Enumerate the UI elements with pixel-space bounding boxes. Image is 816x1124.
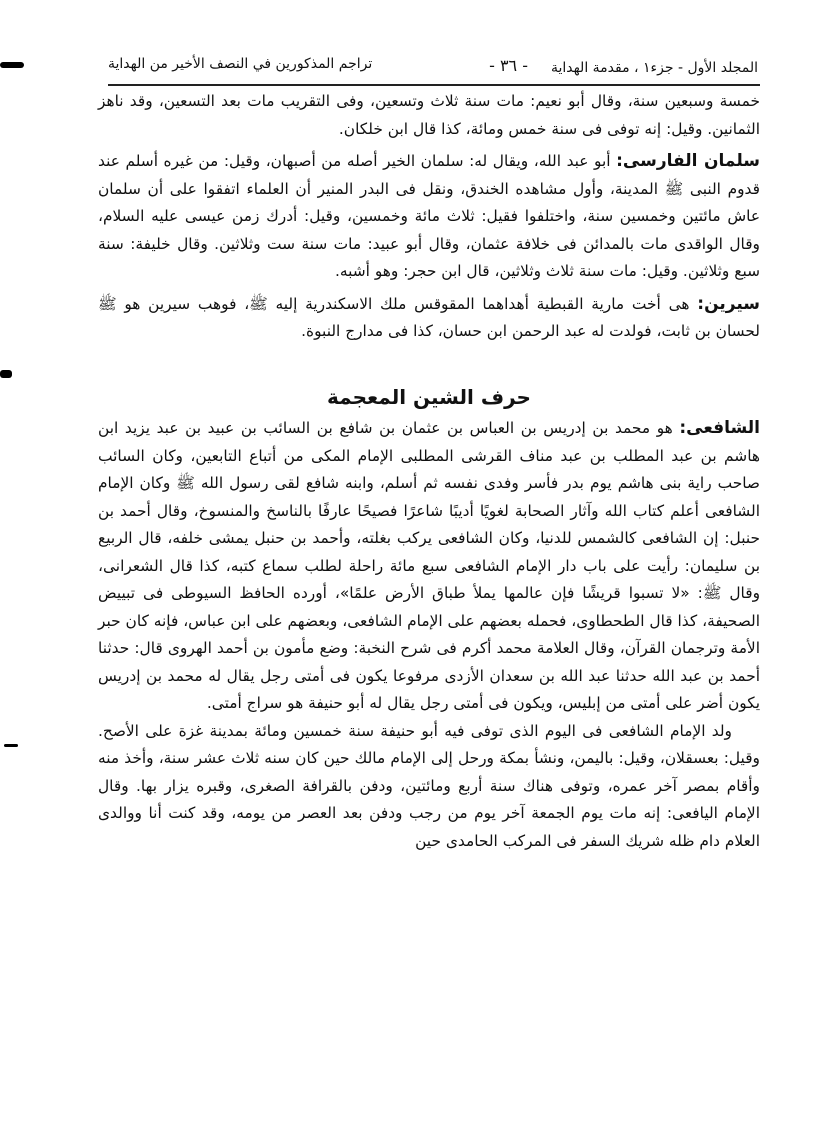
entry-text: هى أخت مارية القبطية أهداهما المقوقس ملك الاسكندرية إليه ﷺ، فوهب سيرين هو ﷺ لحسان بن ثابت، فولدت له عبد الرحمن ابن حسان، كذا فى مدارج النبوة.: [98, 294, 760, 340]
entry-text: هو محمد بن إدريس بن العباس بن عثمان بن شافع بن السائب بن عبيد بن عبد يزيد ابن هاشم بن عبد المطلب بن عبد مناف القرشى المطلبى الإمام المكى من أتباع التابعين، وكان السائب صاحب راية بنى هاشم يوم بدر فأسر وفدى نفسه ثم أسلم، وابنه شافع لقى رسول الله ﷺ وكان الإمام الشافعى أعلم كتاب الله وآثار الصحابة لغويًا أديبًا شاعرًا فصيحًا عارفًا بالناسخ والمنسوخ، وقال أحمد بن حنبل: إن الشافعى كالشمس للدنيا، وكان الشافعى يركب بغلته، وأحمد بن حنبل يمشى خلفه، قال الربيع بن سليمان: رأيت على باب دار الإمام الشافعى سبع مائة راحلة لطلب سماع كتبه، كذا قال الشعرانى، وقال ﷺ: «لا تسبوا قريشًا فإن عالمها يملأ طباق الأرض علمًا»، أورده الحافظ السيوطى فى تبييض الصحيفة، كذا قال الطحطاوى، فحمله بعضهم على الإمام الشافعى، وبعضهم على ابن عباس، فإنه كان حبر الأمة وترجمان القرآن، وقال العلامة محمد أكرم فى شرح النخبة: وضع مأمون بن أحمد الهروى قال: حدثنا أحمد بن عبد الله حدثنا عبد الله بن سعدان الأزدى مرفوعا يكون فى أمتى رجل يقال له محمد بن إدريس يكون أضر على أمتى من إبليس، ويكون فى أمتى رجل يقال له أبو حنيفة هو سراج أمتى.: [97, 419, 760, 712]
continued-paragraph: خمسة وسبعين سنة، وقال أبو نعيم: مات سنة ثلاث وتسعين، وفى التقريب مات بعد التسعين، وقد ناهز الثمانين. وقيل: إنه توفى فى سنة خمس ومائة، كذا قال ابن خلكان.: [98, 92, 760, 138]
scan-mark-bottom: [4, 744, 18, 747]
birth-paragraph: ولد الإمام الشافعى فى اليوم الذى توفى فيه أبو حنيفة سنة خمسين ومائة بمدينة غزة على الأصح. وقيل: بعسقلان، وقيل: باليمن، ونشأ بمكة ورحل إلى الإمام مالك حين كان سنه ثلاث عشر سنة، وأخذ منه وأقام بمصر آخر عمره، وتوفى هناك سنة أربع ومائتين، ودفن بالقرافة الصغرى، وقبره يزار بها. وقال الإمام اليافعى: إنه مات يوم الجمعة آخر يوم من رجب ودفن بعد العصر من يومه، وقد كنت أنا ووالدى العلام دام ظله شريك السفر فى المركب الحامدى حين: [98, 721, 760, 850]
scan-mark-middle: [0, 370, 12, 378]
entry-name: سيرين:: [697, 293, 760, 314]
entry-text: أبو عبد الله، ويقال له: سلمان الخير أصله من أصبهان، وقيل: من غيره أسلم عند قدوم النبى ﷺ المدينة، وأول مشاهده الخندق، ونقل فى البدر المنير أن العلماء اتفقوا على أن سلمان عاش مائتين وخمسين سنة، واختلفوا فقيل: ثلاث مائة وخمسين، وقيل: أدرك زمن عيسى عليه السلام، وقال الواقدى مات بالمدائن فى خلافة عثمان، وقال أبو عبيد: مات سنة ست وثلاثين. وقال خليفة: سنة سبع وثلاثين. وقيل: مات سنة ثلاث وثلاثين، قال ابن حجر: وهو أشبه.: [98, 152, 760, 280]
entry-name: الشافعى:: [679, 418, 760, 438]
header-rule: [108, 84, 760, 86]
header-title: تراجم المذكورين في النصف الأخير من الهداية: [108, 56, 373, 72]
page-number: - ٣٦ -: [489, 56, 528, 75]
entry-salman: [98, 148, 760, 286]
entry-name: سلمان الفارسى:: [616, 151, 760, 171]
page-header: [108, 42, 758, 76]
header-volume: المجلد الأول - جزء١ ، مقدمة الهداية: [550, 60, 758, 76]
section-title: حرف الشين المعجمة: [327, 384, 531, 409]
entry-shafii: [98, 415, 760, 718]
scan-mark-top: [0, 62, 24, 68]
page-body: [98, 88, 760, 855]
entry-sirin: [98, 291, 760, 346]
